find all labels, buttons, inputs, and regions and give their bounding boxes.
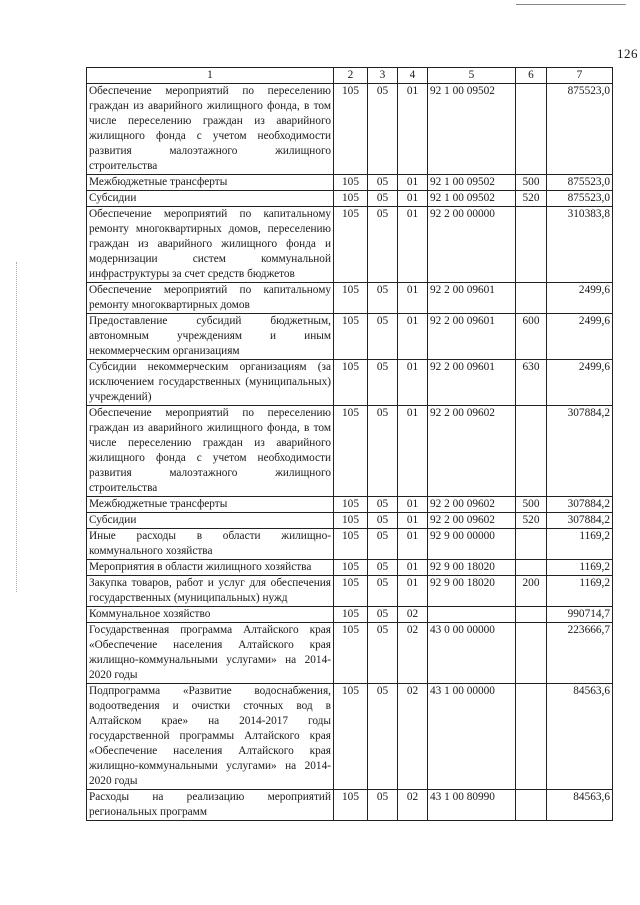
target-code: 43 1 00 00000 xyxy=(428,684,516,790)
amount: 990714,7 xyxy=(547,607,613,623)
section-code: 05 xyxy=(368,207,398,283)
expense-type-code: 200 xyxy=(516,576,547,607)
section-code: 05 xyxy=(368,497,398,513)
table-row xyxy=(87,175,613,191)
gr-code: 105 xyxy=(334,314,368,360)
target-code xyxy=(428,607,516,623)
target-code: 92 2 00 09602 xyxy=(428,513,516,529)
section-code: 05 xyxy=(368,560,398,576)
header-cell: 4 xyxy=(398,68,428,84)
header-cell: 3 xyxy=(368,68,398,84)
section-code: 05 xyxy=(368,607,398,623)
gr-code: 105 xyxy=(334,360,368,406)
expense-name: Обеспечение мероприятий по переселению граждан из аварийного жилищного фонда, в том числе переселению граждан из аварийного жилищного фонда с учетом необходимости развития малоэтажного жилищного строительства xyxy=(87,84,334,175)
subsection-code: 01 xyxy=(398,529,428,560)
header-cell: 2 xyxy=(334,68,368,84)
gr-code: 105 xyxy=(334,684,368,790)
expense-type-code xyxy=(516,207,547,283)
expense-name: Иные расходы в области жилищно-коммунального хозяйства xyxy=(87,529,334,560)
subsection-code: 01 xyxy=(398,513,428,529)
amount: 875523,0 xyxy=(547,191,613,207)
gr-code: 105 xyxy=(334,84,368,175)
expense-name: Обеспечение мероприятий по капитальному ремонту многоквартирных домов xyxy=(87,283,334,314)
amount: 2499,6 xyxy=(547,314,613,360)
table-row xyxy=(87,360,613,406)
section-code: 05 xyxy=(368,684,398,790)
subsection-code: 01 xyxy=(398,175,428,191)
target-code: 92 2 00 09602 xyxy=(428,497,516,513)
target-code: 92 1 00 09502 xyxy=(428,84,516,175)
subsection-code: 02 xyxy=(398,607,428,623)
amount: 84563,6 xyxy=(547,684,613,790)
table-row xyxy=(87,684,613,790)
header-cell: 6 xyxy=(516,68,547,84)
section-code: 05 xyxy=(368,283,398,314)
gr-code: 105 xyxy=(334,790,368,821)
section-code: 05 xyxy=(368,175,398,191)
subsection-code: 02 xyxy=(398,790,428,821)
subsection-code: 01 xyxy=(398,497,428,513)
target-code: 92 9 00 00000 xyxy=(428,529,516,560)
amount: 2499,6 xyxy=(547,360,613,406)
table-row xyxy=(87,560,613,576)
gr-code: 105 xyxy=(334,207,368,283)
amount: 1169,2 xyxy=(547,576,613,607)
header-cell: 7 xyxy=(547,68,613,84)
header-row xyxy=(87,68,613,84)
gr-code: 105 xyxy=(334,607,368,623)
budget-table xyxy=(86,67,613,821)
expense-name: Обеспечение мероприятий по переселению граждан из аварийного жилищного фонда, в том числе переселению граждан из аварийного жилищного фонда с учетом необходимости развития малоэтажного жилищного строительства xyxy=(87,406,334,497)
amount: 307884,2 xyxy=(547,406,613,497)
table-row xyxy=(87,607,613,623)
target-code: 92 1 00 09502 xyxy=(428,175,516,191)
subsection-code: 01 xyxy=(398,314,428,360)
section-code: 05 xyxy=(368,623,398,684)
page-number: 126 xyxy=(617,46,638,61)
amount: 310383,8 xyxy=(547,207,613,283)
section-code: 05 xyxy=(368,406,398,497)
expense-name: Субсидии xyxy=(87,513,334,529)
gr-code: 105 xyxy=(334,191,368,207)
target-code: 92 2 00 09601 xyxy=(428,314,516,360)
gr-code: 105 xyxy=(334,283,368,314)
expense-type-code: 500 xyxy=(516,497,547,513)
amount: 1169,2 xyxy=(547,560,613,576)
expense-type-code xyxy=(516,529,547,560)
expense-type-code xyxy=(516,790,547,821)
subsection-code: 01 xyxy=(398,207,428,283)
expense-type-code: 600 xyxy=(516,314,547,360)
gr-code: 105 xyxy=(334,560,368,576)
expense-name: Межбюджетные трансферты xyxy=(87,497,334,513)
expense-name: Субсидии xyxy=(87,191,334,207)
amount: 875523,0 xyxy=(547,84,613,175)
gr-code: 105 xyxy=(334,623,368,684)
gr-code: 105 xyxy=(334,497,368,513)
gr-code: 105 xyxy=(334,529,368,560)
subsection-code: 01 xyxy=(398,576,428,607)
table-row xyxy=(87,790,613,821)
expense-name: Предоставление субсидий бюджетным, автономным учреждениям и иным некоммерческим организациям xyxy=(87,314,334,360)
expense-type-code: 500 xyxy=(516,175,547,191)
amount: 84563,6 xyxy=(547,790,613,821)
subsection-code: 02 xyxy=(398,623,428,684)
table-row xyxy=(87,497,613,513)
section-code: 05 xyxy=(368,314,398,360)
header-cell: 5 xyxy=(428,68,516,84)
table-row xyxy=(87,283,613,314)
section-code: 05 xyxy=(368,790,398,821)
table-row xyxy=(87,406,613,497)
table-row xyxy=(87,513,613,529)
gr-code: 105 xyxy=(334,175,368,191)
table-row xyxy=(87,623,613,684)
amount: 1169,2 xyxy=(547,529,613,560)
target-code: 92 2 00 09602 xyxy=(428,406,516,497)
target-code: 92 2 00 00000 xyxy=(428,207,516,283)
amount: 307884,2 xyxy=(547,513,613,529)
subsection-code: 01 xyxy=(398,360,428,406)
target-code: 92 9 00 18020 xyxy=(428,560,516,576)
subsection-code: 01 xyxy=(398,191,428,207)
gr-code: 105 xyxy=(334,513,368,529)
expense-type-code xyxy=(516,84,547,175)
expense-type-code xyxy=(516,623,547,684)
expense-name: Подпрограмма «Развитие водоснабжения, водоотведения и очистки сточных вод в Алтайском крае» на 2014-2017 годы государственной программы Алтайского края «Обеспечение населения Алтайского края жилищно-коммунальными услугами» на 2014-2020 годы xyxy=(87,684,334,790)
target-code: 43 0 00 00000 xyxy=(428,623,516,684)
gr-code: 105 xyxy=(334,576,368,607)
expense-type-code xyxy=(516,406,547,497)
expense-name: Закупка товаров, работ и услуг для обеспечения государственных (муниципальных) нужд xyxy=(87,576,334,607)
subsection-code: 01 xyxy=(398,84,428,175)
table-row xyxy=(87,314,613,360)
subsection-code: 01 xyxy=(398,406,428,497)
target-code: 92 9 00 18020 xyxy=(428,576,516,607)
amount: 875523,0 xyxy=(547,175,613,191)
expense-type-code: 520 xyxy=(516,513,547,529)
target-code: 92 1 00 09502 xyxy=(428,191,516,207)
expense-type-code xyxy=(516,607,547,623)
gr-code: 105 xyxy=(334,406,368,497)
table-row xyxy=(87,207,613,283)
margin-dots xyxy=(16,262,17,592)
table-row xyxy=(87,529,613,560)
subsection-code: 02 xyxy=(398,684,428,790)
expense-type-code xyxy=(516,684,547,790)
amount: 307884,2 xyxy=(547,497,613,513)
target-code: 92 2 00 09601 xyxy=(428,283,516,314)
amount: 2499,6 xyxy=(547,283,613,314)
expense-name: Субсидии некоммерческим организациям (за исключением государственных (муниципальных) учреждений) xyxy=(87,360,334,406)
expense-type-code xyxy=(516,283,547,314)
target-code: 43 1 00 80990 xyxy=(428,790,516,821)
section-code: 05 xyxy=(368,513,398,529)
expense-name: Обеспечение мероприятий по капитальному ремонту многоквартирных домов, переселению граждан из аварийного жилищного фонда и модернизации систем коммунальной инфраструктуры за счет средств бюджетов xyxy=(87,207,334,283)
expense-name: Государственная программа Алтайского края «Обеспечение населения Алтайского края жилищно-коммунальными услугами» на 2014-2020 годы xyxy=(87,623,334,684)
amount: 223666,7 xyxy=(547,623,613,684)
section-code: 05 xyxy=(368,576,398,607)
header-cell: 1 xyxy=(87,68,334,84)
expense-type-code xyxy=(516,560,547,576)
expense-type-code: 520 xyxy=(516,191,547,207)
scan-edge-line xyxy=(516,4,626,5)
expense-name: Мероприятия в области жилищного хозяйства xyxy=(87,560,334,576)
target-code: 92 2 00 09601 xyxy=(428,360,516,406)
subsection-code: 01 xyxy=(398,560,428,576)
table-row xyxy=(87,84,613,175)
expense-type-code: 630 xyxy=(516,360,547,406)
table-row xyxy=(87,576,613,607)
section-code: 05 xyxy=(368,84,398,175)
expense-name: Расходы на реализацию мероприятий региональных программ xyxy=(87,790,334,821)
section-code: 05 xyxy=(368,191,398,207)
expense-name: Коммунальное хозяйство xyxy=(87,607,334,623)
table-row xyxy=(87,191,613,207)
expense-name: Межбюджетные трансферты xyxy=(87,175,334,191)
subsection-code: 01 xyxy=(398,283,428,314)
section-code: 05 xyxy=(368,529,398,560)
section-code: 05 xyxy=(368,360,398,406)
